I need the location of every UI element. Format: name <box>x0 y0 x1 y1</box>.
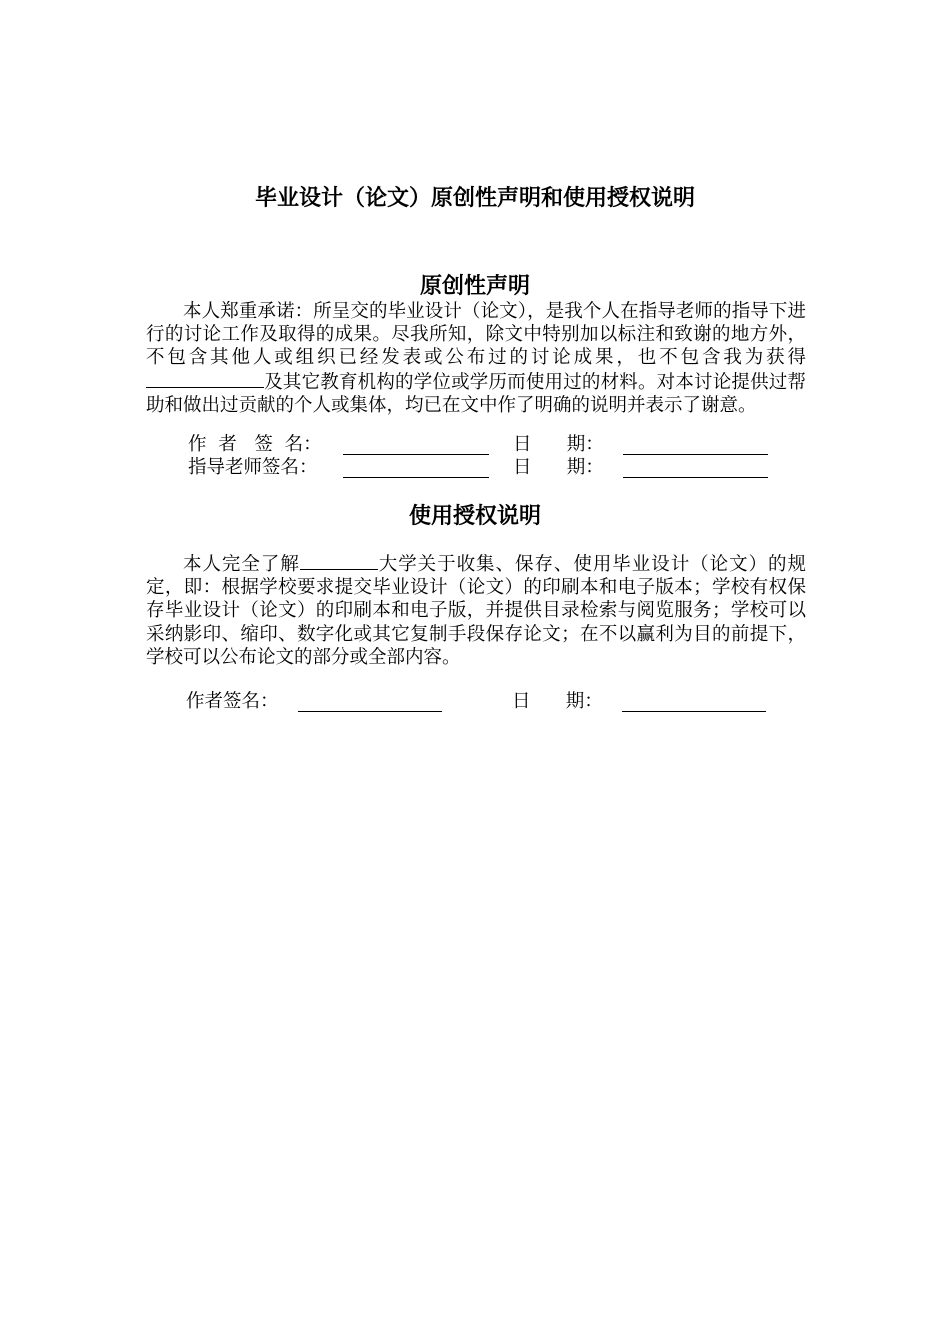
date-line <box>623 454 768 455</box>
authorization-heading: 使用授权说明 <box>408 504 541 529</box>
originality-paragraph <box>146 300 806 417</box>
advisor-sign-line <box>343 477 489 478</box>
document-title: 毕业设计（论文）原创性声明和使用授权说明 <box>254 186 695 211</box>
date-label: 日 期： <box>513 457 604 478</box>
author-sign-line <box>298 711 442 712</box>
author-signature-row <box>146 433 806 456</box>
authorization-paragraph <box>146 552 806 669</box>
advisor-sign-label: 指导老师签名： <box>188 457 318 478</box>
authorization-text-start: 本人完全了解 <box>183 554 300 575</box>
originality-heading: 原创性声明 <box>419 274 530 299</box>
degree-blank <box>146 370 264 388</box>
authorization-signature-row <box>146 690 806 713</box>
author-sign-line <box>343 454 489 455</box>
date-label: 日 期： <box>513 434 604 455</box>
university-blank <box>300 552 378 570</box>
date-line <box>622 711 766 712</box>
author-sign-label: 作者签名： <box>186 691 279 712</box>
date-label: 日 期： <box>512 691 603 712</box>
originality-text-start: 本人郑重承诺：所呈交的毕业设计（论文），是我个人在指导老师的指导下进行的讨论工作及取得的成果。尽我所知，除文中特别加以标注和致谢的地方外，不包含其他人或组织已经发表或公布过的讨论成果，也不包含我为获得 <box>146 301 806 369</box>
authorization-text-end: 大学关于收集、保存、使用毕业设计（论文）的规定，即：根据学校要求提交毕业设计（论文）的印刷本和电子版本；学校有权保存毕业设计（论文）的印刷本和电子版，并提供目录检索与阅览服务；学校可以采纳影印、缩印、数字化或其它复制手段保存论文；在不以赢利为目的前提下，学校可以公布论文的部分或全部内容。 <box>146 554 806 668</box>
advisor-signature-row <box>146 456 806 479</box>
author-sign-label: 作 者 签 名： <box>188 434 322 455</box>
originality-text-end: 及其它教育机构的学位或学历而使用过的材料。对本讨论提供过帮助和做出过贡献的个人或集体，均已在文中作了明确的说明并表示了谢意。 <box>146 371 806 416</box>
date-line <box>623 477 768 478</box>
